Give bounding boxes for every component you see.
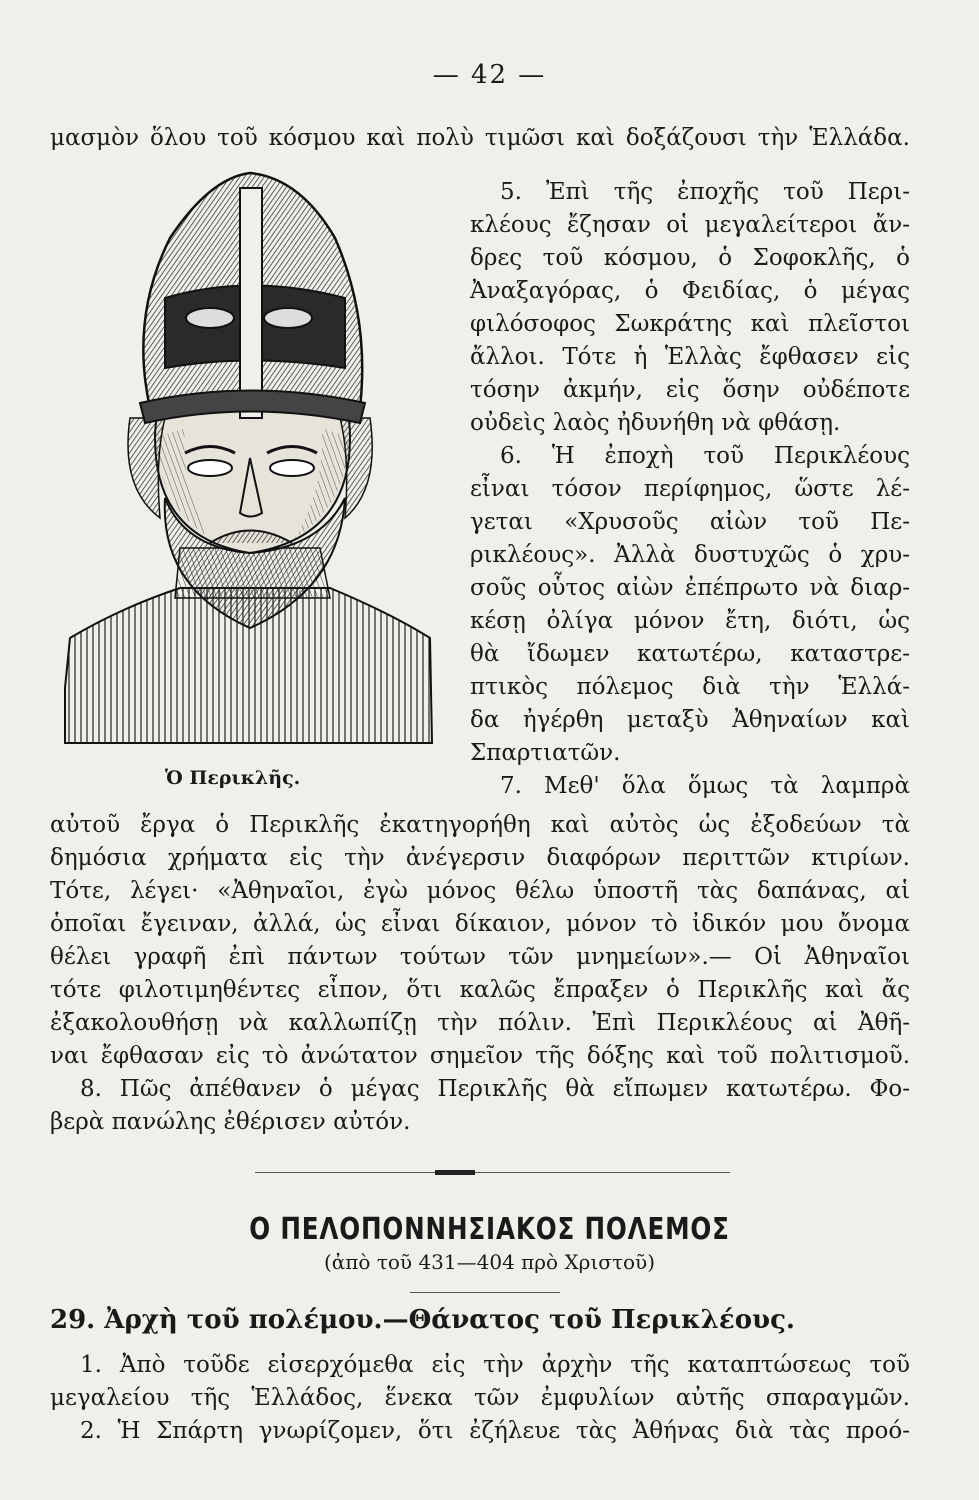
text-line: ὁποῖαι ἔγειναν, ἀλλά, ὡς εἶναι δίκαιον, μόνον τὸ ἰδικόν μου ὄνομα [50,911,910,937]
text-line: 1. Ἀπὸ τοῦδε εἰσερχόμεθα εἰς τὴν ἀρχὴν τῆς καταπτώσεως τοῦ [80,1352,910,1378]
text-line: Τότε, λέγει· «Ἀθηναῖοι, ἐγὼ μόνος θέλω ὑποστῆ τὰς δαπάνας, αἱ [50,878,910,904]
chapter-heading: Ο ΠΕΛΟΠΟΝΝΗΣΙΑΚΟΣ ΠΟΛΕΜΟΣ [249,1212,730,1247]
text-line: οὐδεὶς λαὸς ἠδυνήθη νὰ φθάσῃ. [470,410,841,436]
text-line: αὐτοῦ ἔργα ὁ Περικλῆς ἐκατηγορήθη καὶ αὐτὸς ὡς ἐξοδεύων τὰ [50,812,910,838]
text-line: δα ἠγέρθη μεταξὺ Ἀθηναίων καὶ [470,707,910,733]
text-line: 6. Ἡ ἐποχὴ τοῦ Περικλέους [500,443,910,469]
text-line: ναι ἔφθασαν εἰς τὸ ἀνώτατον σημεῖον τῆς δόξης καὶ τοῦ πολιτισμοῦ. [50,1043,910,1069]
chapter-subheading: (ἀπὸ τοῦ 431—404 πρὸ Χριστοῦ) [323,1250,656,1274]
section-title: 29. Ἀρχὴ τοῦ πολέμου.—Θάνατος τοῦ Περικλέους. [50,1305,795,1335]
text-line: εἶναι τόσον περίφημος, ὥστε λέ- [470,476,910,502]
text-line: Ἀναξαγόρας, ὁ Φειδίας, ὁ μέγας [470,278,910,304]
text-line: ἐξακολουθήσῃ νὰ καλλωπίζῃ τὴν πόλιν. Ἐπὶ Περικλέους αἱ Ἀθῆ- [50,1010,910,1036]
text-line: δρες τοῦ κόσμου, ὁ Σοφοκλῆς, ὁ [470,245,910,271]
text-line: μασμὸν ὅλου τοῦ κόσμου καὶ πολὺ τιμῶσι καὶ δοξάζουσι τὴν Ἑλλάδα. [50,125,910,151]
text-line: θέλει γραφῆ ἐπὶ πάντων τούτων τῶν μνημείων».— Οἱ Ἀθηναῖοι [50,944,910,970]
text-line: Σπαρτιατῶν. [470,740,621,766]
text-line: 8. Πῶς ἀπέθανεν ὁ μέγας Περικλῆς θὰ εἴπωμεν κατωτέρω. Φο- [80,1076,910,1102]
text-line: δημόσια χρήματα εἰς τὴν ἀνέγερσιν διαφόρων περιττῶν κτιρίων. [50,845,910,871]
text-line: πτικὸς πόλεμος διὰ τὴν Ἑλλά- [470,674,910,700]
text-line: 2. Ἡ Σπάρτη γνωρίζομεν, ὅτι ἐζήλευε τὰς Ἀθήνας διὰ τὰς προό- [80,1418,910,1444]
text-line: 5. Ἐπὶ τῆς ἐποχῆς τοῦ Περι- [500,179,910,205]
text-line: 7. Μεθ' ὅλα ὅμως τὰ λαμπρὰ [500,773,910,799]
text-line: γεται «Χρυσοῦς αἰὼν τοῦ Πε- [470,509,910,535]
text-line: σοῦς οὗτος αἰὼν ἐπέπρωτο νὰ διαρ- [470,575,910,601]
text-line: ρικλέους». Ἀλλὰ δυστυχῶς ὁ χρυ- [470,542,910,568]
text-line: τότε φιλοτιμηθέντες εἶπον, ὅτι καλῶς ἔπραξεν ὁ Περικλῆς καὶ ἄς [50,977,910,1003]
text-line: φιλόσοφος Σωκράτης καὶ πλεῖστοι [470,311,910,337]
text-line: τόσην ἀκμήν, εἰς ὅσην οὐδέποτε [470,377,910,403]
section-divider [255,1172,730,1173]
text-line: κέσῃ ὀλίγα μόνον ἔτη, διότι, ὡς [470,608,910,634]
text-line: βερὰ πανώλης ἐθέρισεν αὐτόν. [50,1109,411,1135]
text-line: μεγαλείου τῆς Ἑλλάδος, ἕνεκα τῶν ἐμφυλίων αὐτῆς σπαραγμῶν. [50,1385,910,1411]
text-line: κλέους ἔζησαν οἱ μεγαλείτεροι ἄν- [470,212,910,238]
pericles-bust-engraving [60,168,440,768]
portrait-caption: Ὁ Περικλῆς. [165,767,301,789]
text-line: ἄλλοι. Τότε ἡ Ἑλλὰς ἔφθασεν εἰς [470,344,910,370]
section-divider-accent [435,1170,475,1175]
heading-underline [410,1292,560,1293]
text-line: θὰ ἴδωμεν κατωτέρω, καταστρε- [470,641,910,667]
page-number: — 42 — [432,60,547,90]
